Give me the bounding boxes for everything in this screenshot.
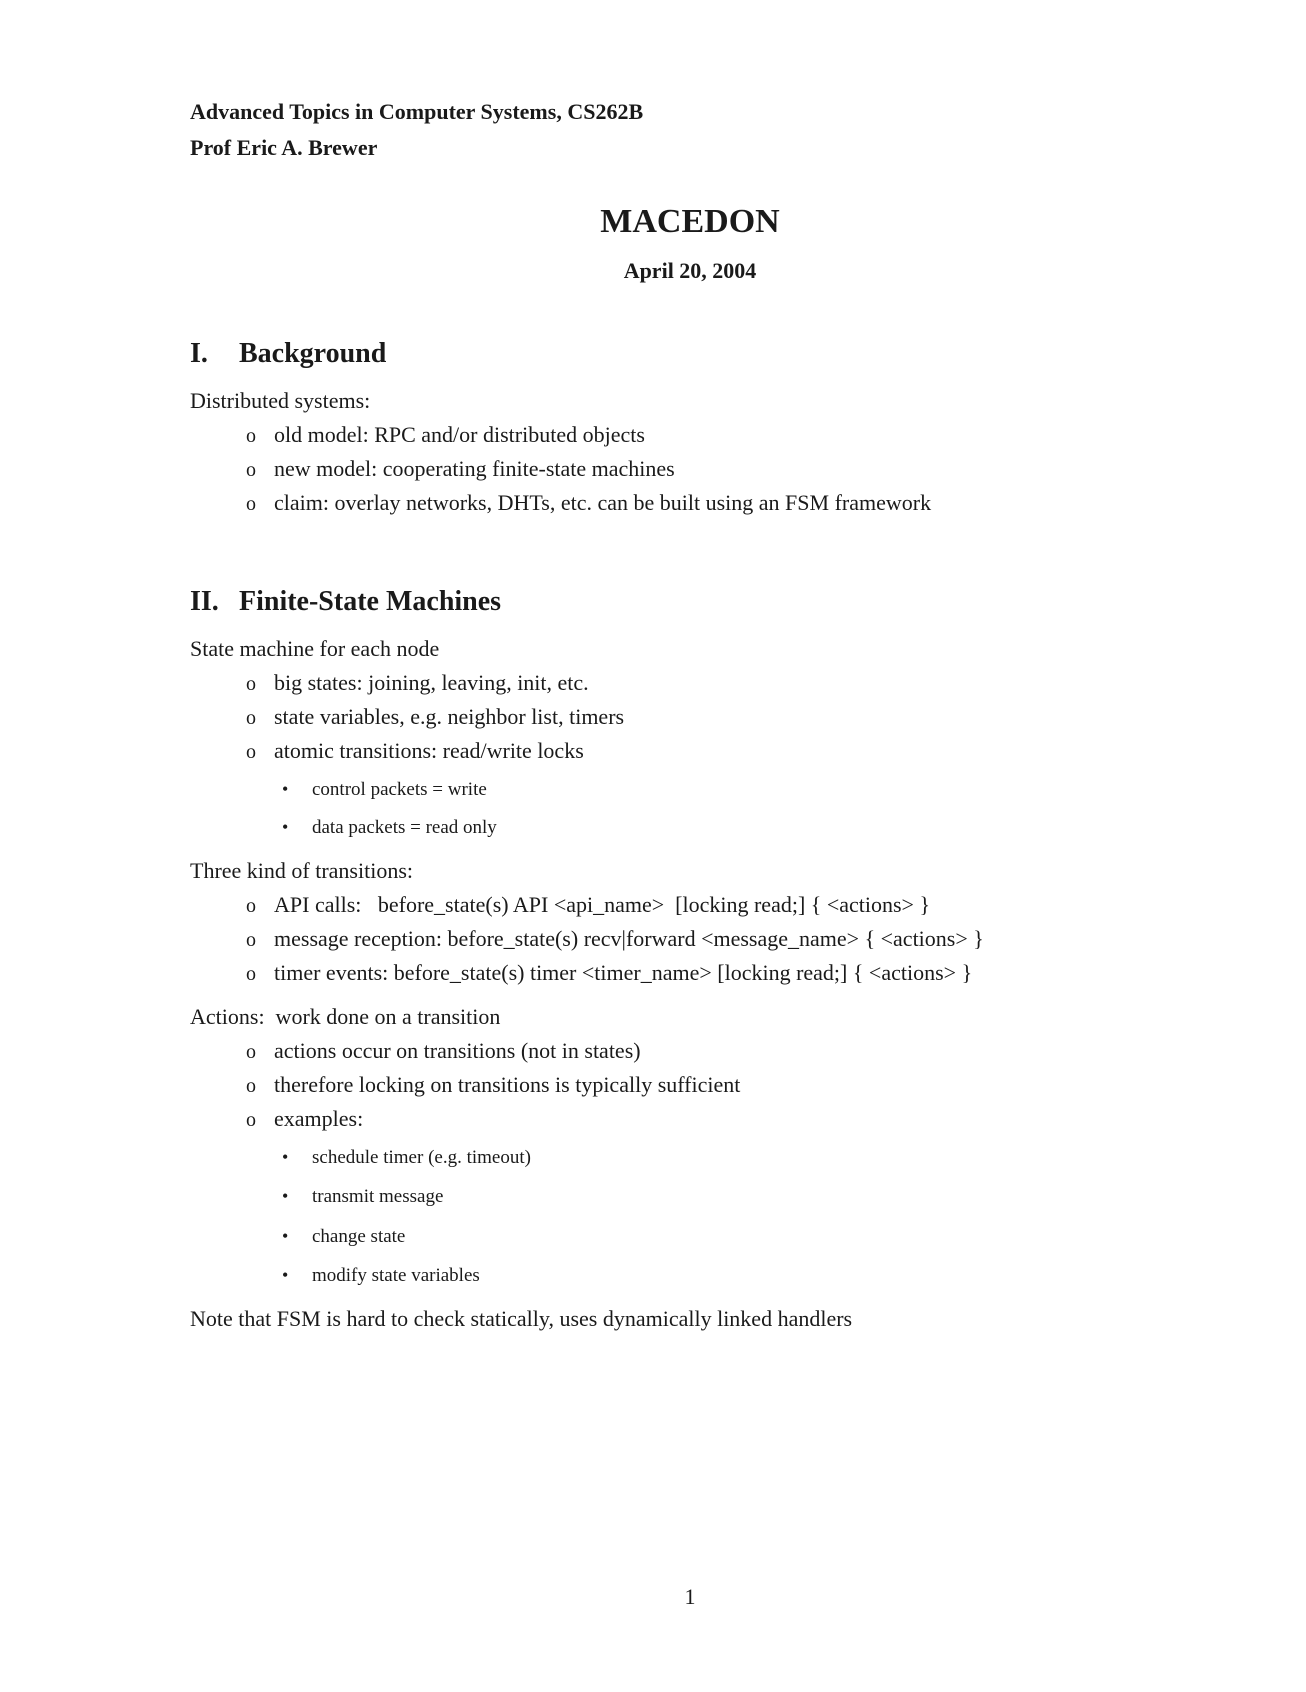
paragraph-distributed-systems: Distributed systems: [190,388,371,413]
list-item: o new model: cooperating finite-state machines [246,454,675,485]
sub-list-item: • change state [282,1222,405,1251]
list-item: o message reception: before_state(s) recv|forward <message_name> { <actions> } [246,924,984,955]
page-number: 1 [684,1584,696,1609]
bullet-icon: • [282,1265,289,1285]
sub-list-item: • control packets = write [282,775,487,804]
circle-bullet-icon: o [246,493,256,515]
paragraph-actions: Actions: work done on a transition [190,1004,501,1029]
bullet-icon: • [282,1147,289,1167]
list-item: o atomic transitions: read/write locks [246,736,584,767]
list-item: o therefore locking on transitions is typically sufficient [246,1070,740,1101]
circle-bullet-icon: o [246,1075,256,1097]
section-heading-finite-state-machines [190,584,501,620]
sub-list-item: • data packets = read only [282,813,497,842]
sub-list-item: • modify state variables [282,1261,480,1290]
list-item: o state variables, e.g. neighbor list, timers [246,702,624,733]
sub-list-item: • transmit message [282,1182,443,1211]
sub-list-item: • schedule timer (e.g. timeout) [282,1143,531,1172]
list-item: o big states: joining, leaving, init, etc. [246,668,589,699]
circle-bullet-icon: o [246,929,256,951]
section-title: Background [239,338,387,369]
document-title: MACEDON [600,203,780,240]
list-item: o timer events: before_state(s) timer <timer_name> [locking read;] { <actions> } [246,958,972,989]
circle-bullet-icon: o [246,425,256,447]
list-item: o examples: [246,1104,363,1135]
bullet-icon: • [282,1186,289,1206]
list-item: o old model: RPC and/or distributed objects [246,420,645,451]
bullet-icon: • [282,779,289,799]
section-heading-background [190,336,386,372]
list-item: o actions occur on transitions (not in states) [246,1036,641,1067]
document-header [190,94,643,166]
circle-bullet-icon: o [246,895,256,917]
circle-bullet-icon: o [246,1041,256,1063]
list-item: o API calls: before_state(s) API <api_name> [locking read;] { <actions> } [246,890,930,921]
bullet-icon: • [282,817,289,837]
section-title: Finite-State Machines [239,586,502,617]
bullet-icon: • [282,1226,289,1246]
paragraph-note: Note that FSM is hard to check statically, uses dynamically linked handlers [190,1306,853,1331]
list-item: o claim: overlay networks, DHTs, etc. can be built using an FSM framework [246,488,931,519]
circle-bullet-icon: o [246,673,256,695]
paragraph-transitions: Three kind of transitions: [190,858,414,883]
circle-bullet-icon: o [246,1109,256,1131]
paragraph-state-machine: State machine for each node [190,636,440,661]
circle-bullet-icon: o [246,741,256,763]
section-number: II. [190,586,219,617]
professor-name: Prof Eric A. Brewer [190,135,378,160]
section-number: I. [190,338,208,369]
course-name: Advanced Topics in Computer Systems, CS262B [190,99,644,124]
circle-bullet-icon: o [246,963,256,985]
circle-bullet-icon: o [246,459,256,481]
document-date: April 20, 2004 [623,258,757,283]
circle-bullet-icon: o [246,707,256,729]
